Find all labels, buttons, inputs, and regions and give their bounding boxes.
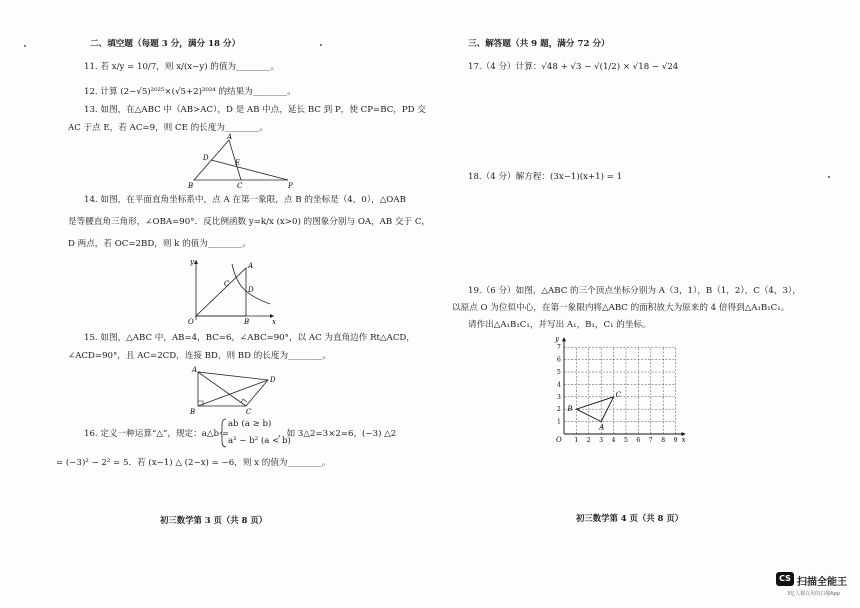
question-13-line2: AC 于点 E，若 AC=9，则 CE 的长度为________。 <box>68 123 268 133</box>
x-tick-label: 4 <box>611 437 616 444</box>
question-16-line1: 16. 定义一种运算“△”，规定：a△b = <box>84 429 229 439</box>
x-tick-label: 5 <box>624 437 628 444</box>
y-tick-label: 1 <box>557 418 561 426</box>
figure-15-svg <box>188 364 284 416</box>
x-tick-label: 1 <box>574 437 579 444</box>
y-tick-label: 6 <box>557 356 561 364</box>
scan-speck <box>24 45 26 47</box>
x-tick-label: 9 <box>673 437 678 444</box>
x-tick-label: 6 <box>636 437 641 444</box>
scanner-app-slogan: 3亿人都在用的扫描App <box>787 591 840 597</box>
y-axis-label: y <box>555 335 559 344</box>
question-19-line3: 请作出△A₁B₁C₁，并写出 A₁，B₁，C₁ 的坐标。 <box>468 320 651 330</box>
origin-label: O <box>556 436 562 444</box>
y-tick-label: 5 <box>557 369 561 376</box>
question-11: 11. 若 x/y = 10/7，则 x/(x−y) 的值为________。 <box>84 62 280 72</box>
figure-13-svg <box>180 134 310 190</box>
fig14-label-b: B <box>244 318 250 326</box>
fig15-label-a: A <box>192 366 198 374</box>
left-page-footer: 初三数学第 3 页（共 8 页） <box>160 515 268 525</box>
question-14-line1: 14. 如图，在平面直角坐标系中，点 A 在第一象限，点 B 的坐标是（4，0），△OAB <box>84 195 406 205</box>
fig15-label-c: C <box>246 408 252 416</box>
y-tick-label: 3 <box>557 393 561 401</box>
q16-case-1: ab (a ≥ b) <box>228 419 272 429</box>
question-14-line3: D 两点，若 OC=2BD，则 k 的值为________。 <box>68 239 251 249</box>
question-14-line2: 是等腰直角三角形，∠OBA=90°．反比例函数 y=k/x (x>0) 的图象分别与 OA，AB 交于 C， <box>68 217 431 227</box>
question-12: 12. 计算 (2−√5)²⁰²⁵×(√5+2)²⁰²⁴ 的结果为________。 <box>84 87 296 97</box>
figure-15-quadrilateral <box>188 364 284 416</box>
question-17: 17.（4 分）计算：√48 + √3 − √(1/2) × √18 − √24 <box>468 62 679 72</box>
scan-speck <box>828 176 830 178</box>
section-title-solutions: 三、解答题（共 9 题，满分 72 分） <box>468 39 610 49</box>
fig14-label-x: x <box>272 318 276 326</box>
question-16-line2: = (−3)² − 2² = 5．若 (x−1) △ (2−x) = −6，则 x 的值为________。 <box>56 458 331 468</box>
figure-19-grid <box>550 334 700 446</box>
question-19-line1: 19.（6 分）如图，△ABC 的三个顶点坐标分别为 A（3，1），B（1，2），C（4，3）， <box>468 286 801 296</box>
scan-speck <box>320 44 322 46</box>
fig13-label-d: D <box>203 154 209 162</box>
point-c-label: C <box>615 390 621 399</box>
fig13-label-c: C <box>237 182 243 190</box>
question-16-line1-cont: ，如 3△2=3×2=6，(−3) △2 <box>278 429 397 439</box>
fig14-label-y: y <box>190 258 194 266</box>
y-tick-label: 7 <box>557 344 561 352</box>
x-tick-label: 3 <box>599 437 604 444</box>
right-page-footer: 初三数学第 4 页（共 8 页） <box>576 513 684 523</box>
question-19-line2: 以原点 O 为位似中心，在第一象限内将△ABC 的面积放大为原来的 4 倍得到△A₁B₁C₁。 <box>452 303 790 313</box>
question-18: 18.（4 分）解方程：(3x−1)(x+1) = 1 <box>468 172 623 182</box>
scanner-app-name: 扫描全能王 <box>797 577 847 588</box>
fig13-label-e: E <box>235 159 241 167</box>
x-tick-label: 7 <box>648 437 653 444</box>
point-b-label: B <box>567 405 573 414</box>
scanner-logo: CS <box>776 572 794 586</box>
y-tick-label: 4 <box>557 381 561 389</box>
fig14-label-c: C <box>224 280 230 288</box>
q16-brace <box>220 418 228 448</box>
figure-13-triangle <box>180 134 310 190</box>
fig14-label-o: O <box>188 318 194 326</box>
figure-14-svg <box>184 256 280 328</box>
question-15-line2: ∠ACD=90°，且 AC=2CD，连接 BD，则 BD 的长度为________。 <box>68 351 332 361</box>
figure-19-svg <box>550 334 700 446</box>
fig14-label-d: D <box>248 286 254 294</box>
y-tick-label: 2 <box>557 406 561 414</box>
section-title-fill-blank: 二、填空题（每题 3 分，满分 18 分） <box>90 39 241 49</box>
x-axis-label: x <box>681 436 686 444</box>
fig13-label-p: P <box>288 182 293 190</box>
x-tick-label: 8 <box>661 437 666 444</box>
q16-brace-svg <box>220 418 228 448</box>
question-15-line1: 15. 如图，△ABC 中，AB=4，BC=6，∠ABC=90°，以 AC 为直角边作 Rt△ACD， <box>84 333 415 343</box>
y-axis-arrow <box>562 337 566 341</box>
fig14-label-a: A <box>248 262 254 270</box>
question-13-line1: 13. 如图，在△ABC 中（AB>AC），D 是 AB 中点，延长 BC 到 P，使 CP=BC，PD 交 <box>84 105 426 115</box>
fig15-label-d: D <box>270 376 276 384</box>
fig13-label-a: A <box>227 133 233 141</box>
fig13-label-b: B <box>188 182 194 190</box>
figure-14-coordinate <box>184 256 280 328</box>
point-a-label: A <box>599 423 605 432</box>
fig15-label-b: B <box>190 408 196 416</box>
x-tick-label: 2 <box>586 437 591 444</box>
q16-case-2: a² − b² (a < b) <box>228 436 291 446</box>
